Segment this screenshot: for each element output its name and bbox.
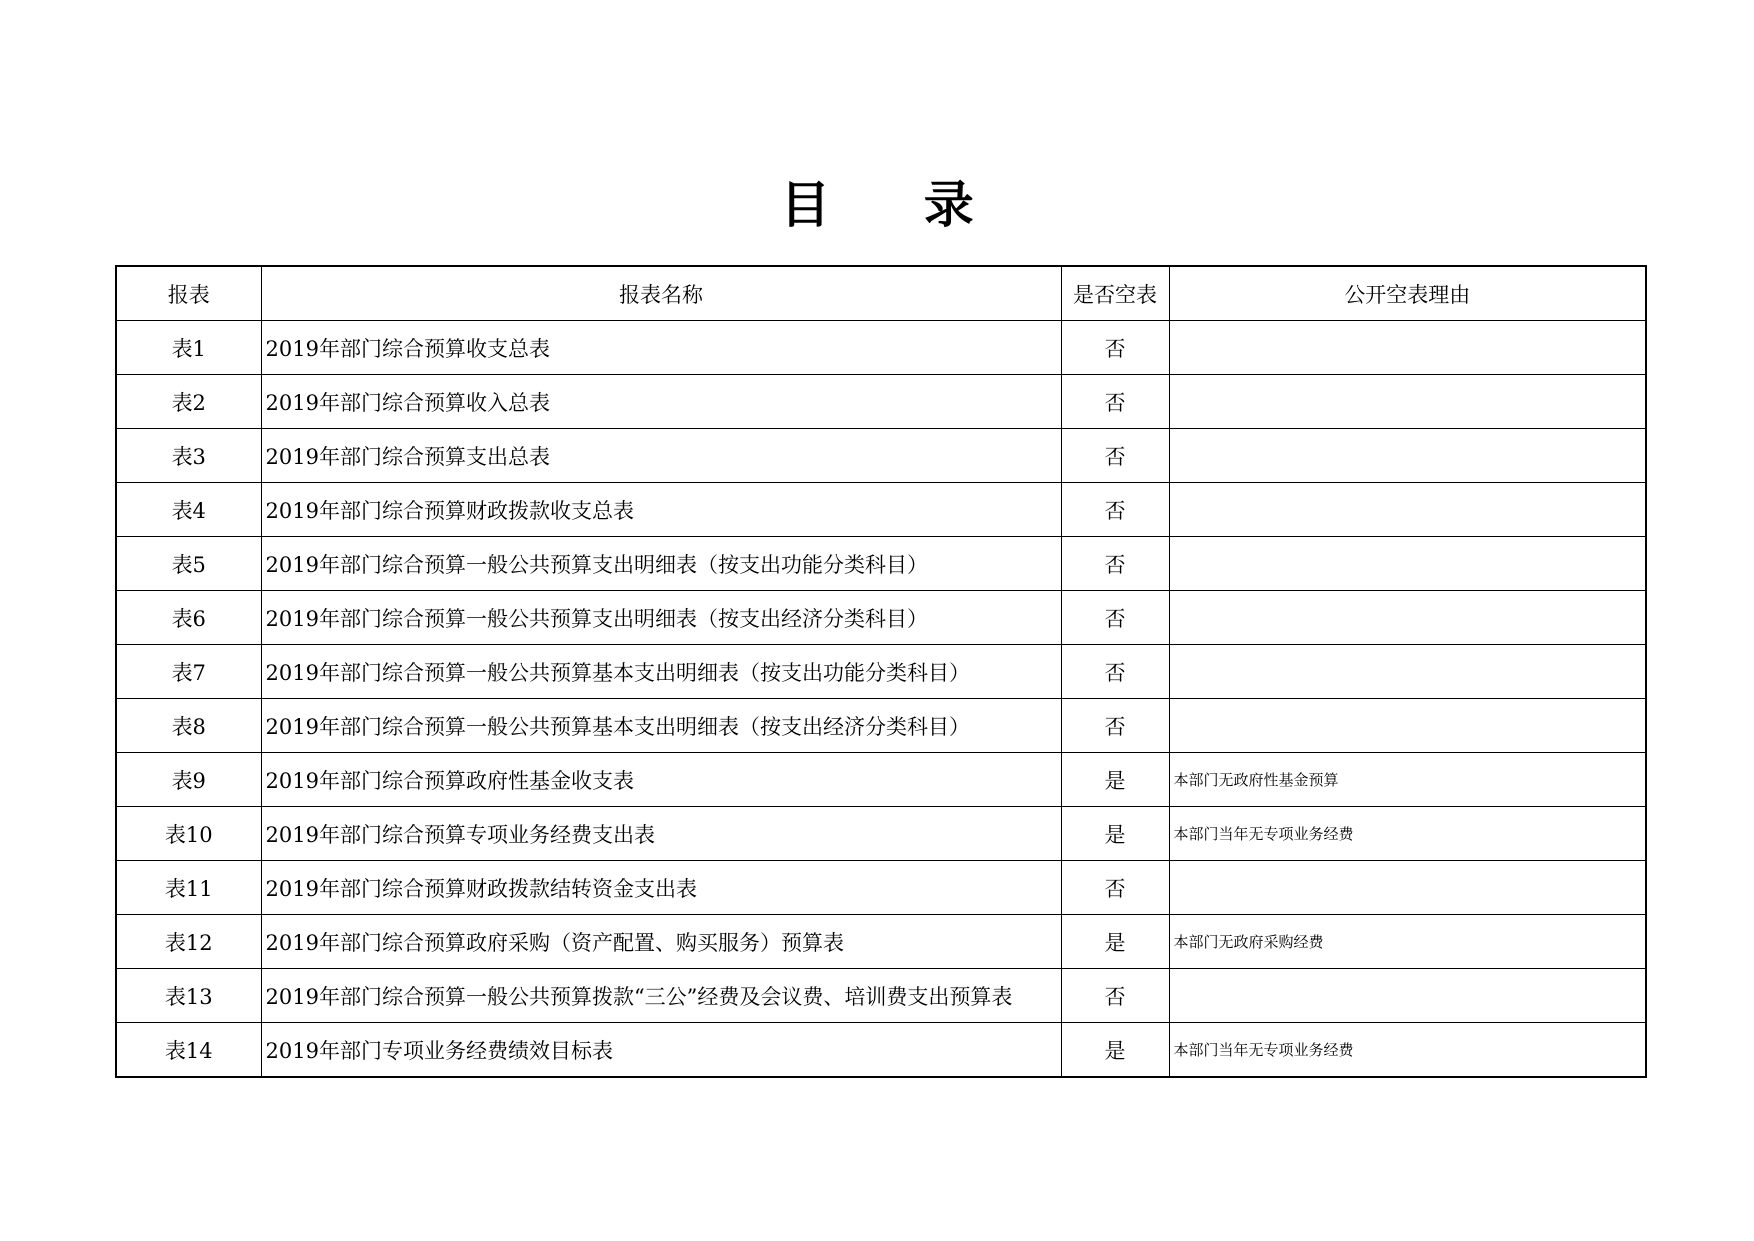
- toc-table: [115, 265, 1647, 1078]
- row-reason: 本部门无政府性基金预算: [1169, 753, 1646, 807]
- header-name: 报表名称: [261, 266, 1061, 321]
- page-title: 目 录: [780, 175, 1012, 234]
- table-row: [116, 861, 1646, 915]
- row-name: 2019年部门综合预算一般公共预算支出明细表（按支出经济分类科目）: [261, 591, 1061, 645]
- table-row: [116, 807, 1646, 861]
- row-code: 表5: [116, 537, 261, 591]
- row-code: 表6: [116, 591, 261, 645]
- row-is-empty: 否: [1061, 483, 1169, 537]
- row-code: 表14: [116, 1023, 261, 1078]
- table-row: [116, 915, 1646, 969]
- table-body: [116, 321, 1646, 1078]
- row-is-empty: 否: [1061, 375, 1169, 429]
- row-name: 2019年部门专项业务经费绩效目标表: [261, 1023, 1061, 1078]
- row-code: 表4: [116, 483, 261, 537]
- row-is-empty: 是: [1061, 915, 1169, 969]
- row-code: 表12: [116, 915, 261, 969]
- row-is-empty: 否: [1061, 699, 1169, 753]
- row-is-empty: 否: [1061, 861, 1169, 915]
- row-name: 2019年部门综合预算收支总表: [261, 321, 1061, 375]
- row-code: 表7: [116, 645, 261, 699]
- row-is-empty: 否: [1061, 645, 1169, 699]
- row-reason: [1169, 861, 1646, 915]
- row-reason: 本部门当年无专项业务经费: [1169, 807, 1646, 861]
- row-name: 2019年部门综合预算财政拨款收支总表: [261, 483, 1061, 537]
- header-code: 报表: [116, 266, 261, 321]
- row-is-empty: 否: [1061, 429, 1169, 483]
- row-name: 2019年部门综合预算一般公共预算拨款“三公”经费及会议费、培训费支出预算表: [261, 969, 1061, 1023]
- table-row: [116, 321, 1646, 375]
- row-name: 2019年部门综合预算政府采购（资产配置、购买服务）预算表: [261, 915, 1061, 969]
- row-reason: [1169, 375, 1646, 429]
- table-row: [116, 537, 1646, 591]
- table-row: [116, 969, 1646, 1023]
- row-is-empty: 是: [1061, 1023, 1169, 1078]
- row-name: 2019年部门综合预算一般公共预算基本支出明细表（按支出经济分类科目）: [261, 699, 1061, 753]
- row-reason: [1169, 591, 1646, 645]
- row-is-empty: 否: [1061, 969, 1169, 1023]
- row-name: 2019年部门综合预算收入总表: [261, 375, 1061, 429]
- row-name: 2019年部门综合预算专项业务经费支出表: [261, 807, 1061, 861]
- row-is-empty: 否: [1061, 591, 1169, 645]
- row-is-empty: 否: [1061, 537, 1169, 591]
- table-row: [116, 753, 1646, 807]
- table-row: [116, 1023, 1646, 1078]
- table-row: [116, 699, 1646, 753]
- table-row: [116, 483, 1646, 537]
- table-header-row: [116, 266, 1646, 321]
- row-reason: [1169, 645, 1646, 699]
- row-reason: [1169, 969, 1646, 1023]
- row-reason: 本部门无政府采购经费: [1169, 915, 1646, 969]
- header-reason: 公开空表理由: [1169, 266, 1646, 321]
- row-name: 2019年部门综合预算一般公共预算支出明细表（按支出功能分类科目）: [261, 537, 1061, 591]
- row-reason: [1169, 429, 1646, 483]
- row-reason: [1169, 699, 1646, 753]
- row-code: 表10: [116, 807, 261, 861]
- row-is-empty: 是: [1061, 807, 1169, 861]
- row-name: 2019年部门综合预算财政拨款结转资金支出表: [261, 861, 1061, 915]
- row-reason: [1169, 483, 1646, 537]
- row-code: 表8: [116, 699, 261, 753]
- table-row: [116, 375, 1646, 429]
- row-code: 表9: [116, 753, 261, 807]
- row-name: 2019年部门综合预算政府性基金收支表: [261, 753, 1061, 807]
- row-reason: [1169, 537, 1646, 591]
- row-reason: [1169, 321, 1646, 375]
- row-reason: 本部门当年无专项业务经费: [1169, 1023, 1646, 1078]
- table-row: [116, 429, 1646, 483]
- row-name: 2019年部门综合预算一般公共预算基本支出明细表（按支出功能分类科目）: [261, 645, 1061, 699]
- header-is-empty: 是否空表: [1061, 266, 1169, 321]
- table-row: [116, 645, 1646, 699]
- row-code: 表1: [116, 321, 261, 375]
- row-code: 表11: [116, 861, 261, 915]
- row-name: 2019年部门综合预算支出总表: [261, 429, 1061, 483]
- row-code: 表13: [116, 969, 261, 1023]
- row-code: 表3: [116, 429, 261, 483]
- row-is-empty: 否: [1061, 321, 1169, 375]
- row-code: 表2: [116, 375, 261, 429]
- row-is-empty: 是: [1061, 753, 1169, 807]
- table-row: [116, 591, 1646, 645]
